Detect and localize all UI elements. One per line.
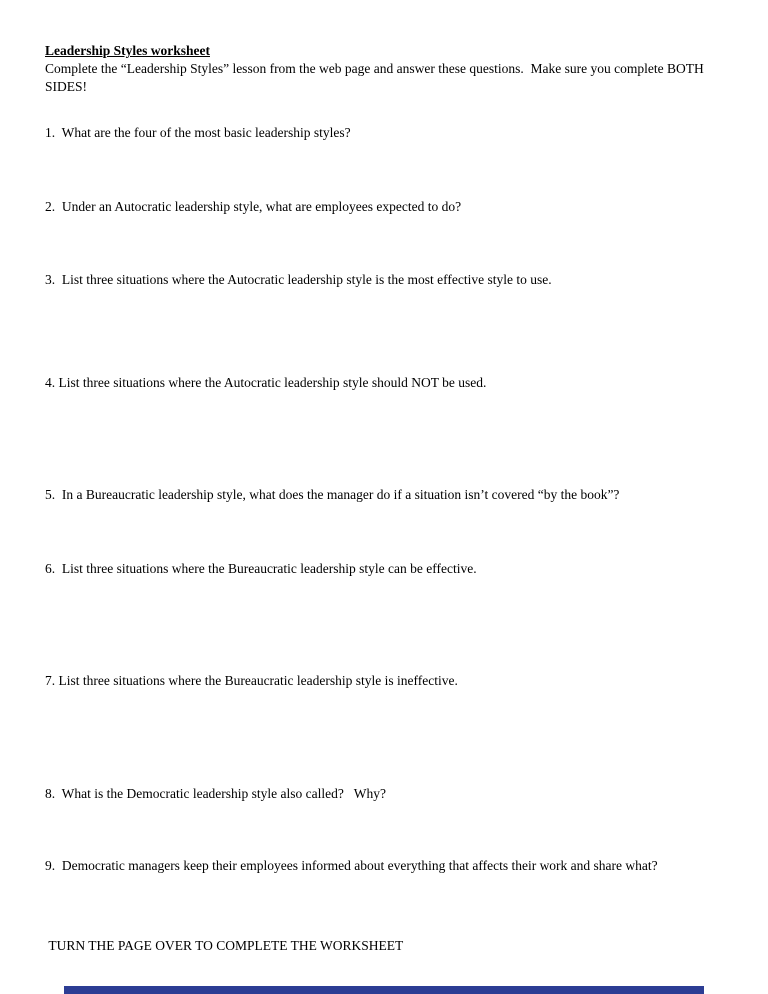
bottom-bar bbox=[64, 986, 704, 994]
question-9: 9. Democratic managers keep their employees informed about everything that affects their work and share what? bbox=[45, 858, 658, 873]
question-5: 5. In a Bureaucratic leadership style, what does the manager do if a situation isn’t covered “by the book”? bbox=[45, 487, 620, 502]
question-3: 3. List three situations where the Autocratic leadership style is the most effective style to use. bbox=[45, 272, 552, 287]
question-8: 8. What is the Democratic leadership style also called? Why? bbox=[45, 786, 387, 801]
worksheet-page bbox=[45, 42, 724, 955]
question-4: 4. List three situations where the Autocratic leadership style should NOT be used. bbox=[45, 375, 487, 390]
question-7: 7. List three situations where the Bureaucratic leadership style is ineffective. bbox=[45, 673, 458, 688]
question-2: 2. Under an Autocratic leadership style, what are employees expected to do? bbox=[45, 199, 462, 214]
footer-instruction: TURN THE PAGE OVER TO COMPLETE THE WORKSHEET bbox=[45, 938, 404, 953]
intro-text: Complete the “Leadership Styles” lesson from the web page and answer these questions. Make sure you complete BOTH SIDES! bbox=[45, 61, 708, 94]
question-1: 1. What are the four of the most basic leadership styles? bbox=[45, 125, 351, 140]
question-6: 6. List three situations where the Bureaucratic leadership style can be effective. bbox=[45, 561, 477, 576]
page-title: Leadership Styles worksheet bbox=[45, 43, 210, 58]
